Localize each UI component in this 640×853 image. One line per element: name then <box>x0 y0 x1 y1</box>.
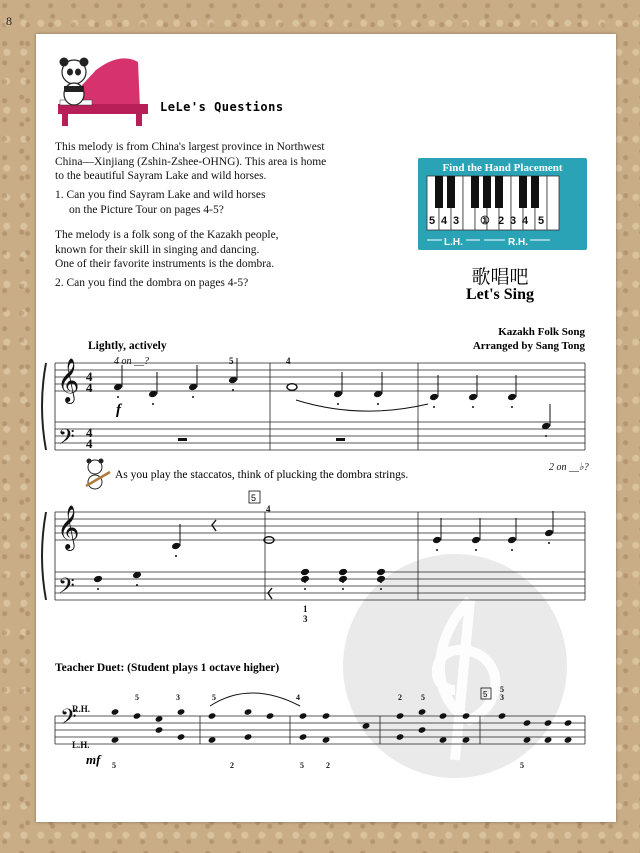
duet-fingering-top: 5 <box>421 693 425 702</box>
lele-questions-title: LeLe's Questions <box>160 100 284 114</box>
duet-note <box>523 719 532 726</box>
hand-placement-title: Find the Hand Placement <box>442 162 563 174</box>
page-number: 8 <box>6 14 12 28</box>
duet-note <box>462 736 471 743</box>
treble-clef-icon: 𝄞 <box>57 358 80 402</box>
intro-paragraph: This melody is from China's largest province in Northwest China—Xinjiang (Zshin-Zshee-OHNG). This area is home to the beautiful Sayram Lake and wild horses. <box>55 141 327 182</box>
arranger-credit: Arranged by Sang Tong <box>472 340 585 352</box>
duet-fingering-top: 3 <box>500 693 504 702</box>
time-signature-top: 4 <box>86 369 93 384</box>
time-signature-bottom: 4 <box>86 436 93 451</box>
rh-finger-2: 2 <box>498 215 505 227</box>
time-signature-bottom: 4 <box>86 380 93 395</box>
duet-fingering-top: 2 <box>398 693 402 702</box>
duet-note <box>266 712 275 719</box>
duet-fingering-bottom: 2 <box>230 761 234 770</box>
lh-finger-3: 3 <box>453 215 460 227</box>
staccato-tip: As you play the staccatos, think of plucking the dombra strings. <box>115 469 409 481</box>
duet-fingering-bottom: 5 <box>112 761 116 770</box>
duet-note <box>177 708 186 715</box>
duet-fingering-top: 4 <box>296 693 300 702</box>
duet-note <box>564 736 573 743</box>
duet-note <box>177 733 186 740</box>
duet-dynamic: mf <box>86 752 101 767</box>
duet-note <box>544 736 553 743</box>
fingering-label: 3 <box>303 614 308 624</box>
duet-note <box>244 733 253 740</box>
bass-clef-icon: 𝄢 <box>58 425 75 455</box>
bass-clef-icon: 𝄢 <box>58 574 75 604</box>
duet-note <box>322 712 331 719</box>
duet-note <box>133 712 142 719</box>
duet-note <box>155 715 164 722</box>
song-title-english: Let's Sing <box>465 286 534 303</box>
duet-note <box>396 712 405 719</box>
lh-finger-5: 5 <box>429 215 436 227</box>
duet-fingering-bottom: 5 <box>300 761 304 770</box>
duet-note <box>111 736 120 743</box>
tempo-marking: Lightly, actively <box>88 340 167 352</box>
black-key-finger: 2 <box>465 191 472 203</box>
duet-note <box>299 712 308 719</box>
rh-finger-1: ① <box>480 215 490 227</box>
fingering-label: 4 on __? <box>114 356 149 367</box>
duet-note <box>439 712 448 719</box>
duet-slur <box>210 693 300 706</box>
duet-note <box>564 719 573 726</box>
duet-note <box>208 712 217 719</box>
duet-fingering-top: 5 <box>135 693 139 702</box>
teacher-duet-title: Teacher Duet: (Student plays 1 octave higher) <box>55 662 280 674</box>
question-1: 1. Can you find Sayram Lake and wild horses on the Picture Tour on pages 4-5? <box>55 189 266 216</box>
duet-rh-label: R.H. <box>72 704 90 714</box>
composer-credit: Kazakh Folk Song <box>498 326 585 338</box>
duet-note <box>462 712 471 719</box>
folk-paragraph: The melody is a folk song of the Kazakh people, known for their skill in singing and dancing. One of their favorite instruments is the dombra. <box>55 229 279 270</box>
duet-note <box>322 736 331 743</box>
duet-note <box>418 726 427 733</box>
duet-note <box>208 736 217 743</box>
duet-note <box>418 708 427 715</box>
rh-finger-3: 3 <box>510 215 517 227</box>
duet-measure-number-box <box>481 688 491 699</box>
lh-finger-4: 4 <box>441 215 448 227</box>
bass-clef-icon: 𝄢 <box>60 705 77 735</box>
question-2: 2. Can you find the dombra on pages 4-5? <box>55 277 249 289</box>
duet-note <box>111 708 120 715</box>
fingering-label: 4 <box>266 504 271 514</box>
duet-note <box>498 712 507 719</box>
duet-note <box>544 719 553 726</box>
fingering-label: 4 <box>286 356 291 366</box>
svg-text:5: 5 <box>483 690 488 699</box>
duet-note <box>244 708 253 715</box>
lh-cue-label: 2 on __♭? <box>549 462 589 473</box>
duet-lh-label: L.H. <box>72 740 90 750</box>
duet-fingering-top: 5 <box>212 693 216 702</box>
duet-fingering-bottom: 5 <box>520 761 524 770</box>
fingering-label: 1 <box>303 604 308 614</box>
treble-clef-icon: 𝄞 <box>57 505 80 549</box>
duet-note <box>155 726 164 733</box>
song-title-chinese: 歌唱吧 <box>471 266 529 288</box>
rh-finger-4: 4 <box>522 215 529 227</box>
duet-note <box>523 736 532 743</box>
rh-finger-5: 5 <box>538 215 545 227</box>
duet-note <box>439 736 448 743</box>
rh-label: R.H. <box>508 237 528 248</box>
fingering-label: 5 <box>229 356 234 366</box>
dynamic-forte: f <box>116 402 121 418</box>
duet-fingering-top: 5 <box>500 685 504 694</box>
time-signature-top: 4 <box>86 425 93 440</box>
duet-note <box>299 733 308 740</box>
duet-fingering-top: 3 <box>176 693 180 702</box>
svg-text:5: 5 <box>251 493 257 503</box>
lh-label: L.H. <box>444 237 463 248</box>
duet-fingering-bottom: 2 <box>326 761 330 770</box>
duet-note <box>396 733 405 740</box>
duet-note <box>362 722 371 729</box>
